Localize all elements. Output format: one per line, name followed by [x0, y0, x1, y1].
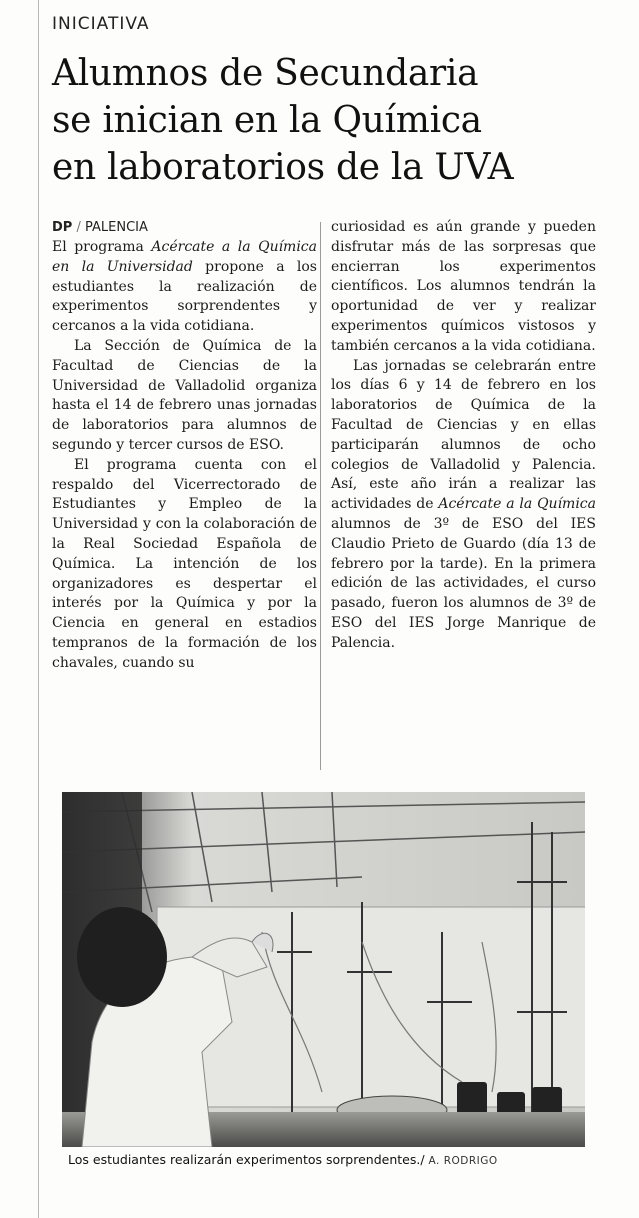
- program-name-italic: Acércate a la Química: [438, 496, 596, 513]
- headline-line: se inician en la Química: [52, 100, 482, 141]
- headline-line: en laboratorios de la UVA: [52, 147, 514, 188]
- headline-line: Alumnos de Secundaria: [52, 53, 479, 94]
- program-name-italic: Acércate a la Química en la Universidad: [52, 239, 317, 275]
- byline-separator: /: [76, 220, 81, 235]
- byline: [52, 220, 317, 238]
- photo-caption: [68, 1152, 628, 1167]
- page-edge-rule: [38, 0, 39, 1218]
- paragraph-text: Las jornadas se celebrarán entre los días 6 y 14 de febrero en los laboratorios de Química de la Facultad de Ciencias y en ellas participarán alumnos de ocho colegios de Valladolid y Palencia. Así, este año irán a realizar las actividades de: [331, 357, 596, 513]
- byline-agency: DP: [52, 220, 73, 235]
- byline-place: PALENCIA: [85, 220, 148, 235]
- caption-separator: /: [420, 1152, 425, 1167]
- article-column-right: [331, 218, 596, 654]
- section-label: INICIATIVA: [52, 14, 150, 34]
- headline: [52, 50, 622, 191]
- paragraph-text: El programa: [52, 239, 152, 255]
- paragraph-text: propone a los estudiantes la realización de experimentos sorprendentes y cercanos a la vida cotidiana.: [52, 258, 317, 335]
- lab-photo-illustration: [62, 792, 585, 1147]
- paragraph-text: alumnos de 3º de ESO del IES Claudio Prieto de Guardo (día 13 de febrero por la tarde). En la primera edición de las actividades, el curso pasado, fueron los alumnos de 3º de ESO del IES Jorge Manrique de Palencia.: [331, 515, 596, 651]
- photo-credit: A. RODRIGO: [428, 1155, 498, 1167]
- caption-text: Los estudiantes realizarán experimentos sorprendentes.: [68, 1152, 421, 1167]
- article-paragraph: El programa cuenta con el respaldo del Vicerrectorado de Estudiantes y Empleo de la Universidad y con la colaboración de la Real Sociedad Española de Química. La intención de los organizadores es despertar el interés por la Química y por la Ciencia en general en estadios tempranos de la formación de los chavales, cuando su: [52, 456, 317, 671]
- article-paragraph: curiosidad es aún grande y pueden disfrutar más de las sorpresas que encierran los experimentos científicos. Los alumnos tendrán la oportunidad de ver y realizar experimentos químicos vistosos y también cercanos a la vida cotidiana.: [331, 219, 596, 354]
- article-column-left: [52, 218, 317, 674]
- article-paragraph: [52, 238, 317, 337]
- article-paragraph: La Sección de Química de la Facultad de Ciencias de la Universidad de Valladolid organiza hasta el 14 de febrero unas jornadas de laboratorios para alumnos de segundo y tercer cursos de ESO.: [52, 337, 317, 453]
- article-paragraph: [331, 357, 596, 654]
- column-divider: [320, 222, 321, 770]
- lab-photo: [62, 792, 585, 1147]
